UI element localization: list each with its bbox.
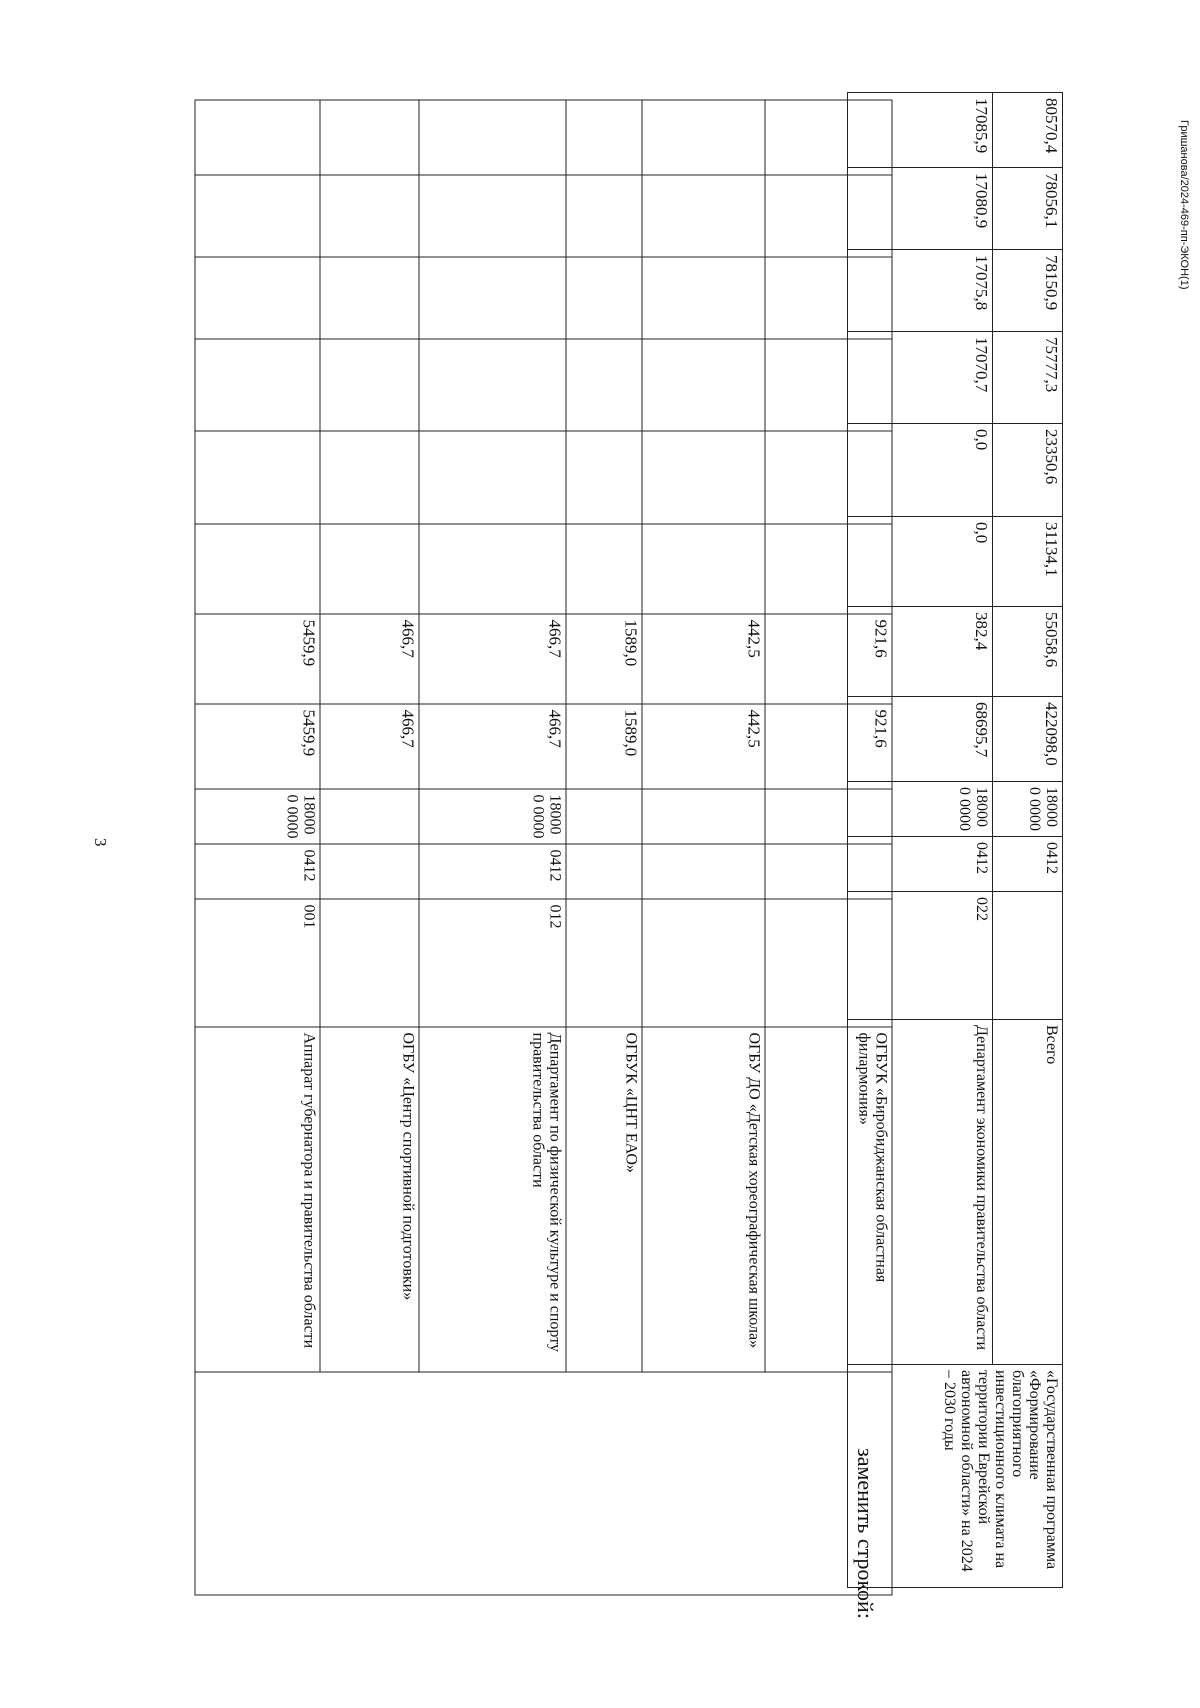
document-footer: Гришанова/2024-469-пп-ЭКОН(1) — [1178, 120, 1190, 290]
upper-y2024: 1589,0 — [565, 614, 641, 704]
upper-grbs — [642, 899, 765, 1027]
upper-y2030 — [320, 100, 418, 175]
table-row — [418, 100, 565, 1595]
upper-grbs — [320, 899, 418, 1027]
upper-y2029 — [565, 175, 641, 257]
lower-y2027: 75777,3 — [992, 332, 1062, 424]
lower-y2030: 80570,4 — [992, 93, 1062, 168]
page-number: 3 — [91, 838, 110, 847]
upper-y2030 — [418, 100, 565, 175]
upper-table-wrapper — [194, 100, 892, 1595]
lower-rz: 0412 — [847, 837, 992, 892]
upper-y2026 — [195, 431, 320, 524]
upper-grbs: 012 — [418, 899, 565, 1027]
table-row — [195, 100, 320, 1595]
upper-y2029 — [195, 175, 320, 257]
upper-y2026 — [565, 431, 641, 524]
upper-y2024: 921,6 — [765, 614, 892, 704]
upper-grbs — [565, 899, 641, 1027]
upper-rz: 0412 — [418, 844, 565, 899]
upper-y2026 — [320, 431, 418, 524]
upper-total: 921,6 — [765, 704, 892, 789]
table-row — [847, 93, 992, 1588]
replace-label: заменить строкой: — [853, 1448, 878, 1619]
upper-rz: 0412 — [195, 844, 320, 899]
upper-y2025 — [320, 524, 418, 614]
upper-name: ОГБУК «Биробиджанская областная филармония» — [765, 1027, 892, 1372]
lower-y2028: 17075,8 — [847, 250, 992, 332]
upper-program — [195, 1372, 892, 1595]
upper-y2026 — [642, 431, 765, 524]
upper-name: ОГБУК «ЦНТ ЕАО» — [565, 1027, 641, 1372]
upper-rz — [320, 844, 418, 899]
upper-y2026 — [418, 431, 565, 524]
lower-table-wrapper — [848, 92, 1063, 1587]
lower-y2029: 78056,1 — [992, 168, 1062, 250]
upper-y2028 — [418, 257, 565, 339]
lower-name: Всего — [992, 1020, 1062, 1365]
upper-y2024: 442,5 — [642, 614, 765, 704]
upper-y2027 — [565, 339, 641, 431]
upper-y2024: 466,7 — [418, 614, 565, 704]
lower-y2030: 17085,9 — [847, 93, 992, 168]
upper-y2025 — [418, 524, 565, 614]
upper-y2028 — [642, 257, 765, 339]
upper-y2028 — [320, 257, 418, 339]
upper-y2029 — [320, 175, 418, 257]
lower-y2024: 382,4 — [847, 607, 992, 697]
upper-csr: 180000 0000 — [418, 789, 565, 844]
lower-name: Департамент экономики правительства области — [847, 1020, 992, 1365]
upper-csr — [642, 789, 765, 844]
upper-name: Аппарат губернатора и правительства области — [195, 1027, 320, 1372]
upper-grbs: 001 — [195, 899, 320, 1027]
table-row — [642, 100, 765, 1595]
upper-y2027 — [642, 339, 765, 431]
lower-y2029: 17080,9 — [847, 168, 992, 250]
lower-y2026: 23350,6 — [992, 424, 1062, 517]
upper-csr: 180000 0000 — [195, 789, 320, 844]
upper-y2030 — [565, 100, 641, 175]
lower-y2025: 0,0 — [847, 517, 992, 607]
table-row — [320, 100, 418, 1595]
upper-y2025 — [565, 524, 641, 614]
upper-y2025 — [195, 524, 320, 614]
upper-name: ОГБУ ДО «Детская хореографическая школа» — [642, 1027, 765, 1372]
lower-rz: 0412 — [992, 837, 1062, 892]
upper-rz — [642, 844, 765, 899]
upper-name: ОГБУ «Центр спортивной подготовки» — [320, 1027, 418, 1372]
upper-y2024: 5459,9 — [195, 614, 320, 704]
lower-grbs — [992, 892, 1062, 1020]
lower-grbs: 022 — [847, 892, 992, 1020]
lower-y2027: 17070,7 — [847, 332, 992, 424]
lower-total: 68695,7 — [847, 697, 992, 782]
upper-y2028 — [195, 257, 320, 339]
lower-program: «Государственная программа «Формирование благоприятного инвестиционного климата на территории Еврейской автономной области» на 2024 – 2030 годы — [847, 1365, 1062, 1588]
upper-y2027 — [195, 339, 320, 431]
table-row — [565, 100, 641, 1595]
upper-y2030 — [195, 100, 320, 175]
table-row — [992, 93, 1062, 1588]
lower-total: 422098,0 — [992, 697, 1062, 782]
upper-csr — [320, 789, 418, 844]
upper-y2025 — [642, 524, 765, 614]
upper-total: 466,7 — [418, 704, 565, 789]
upper-y2028 — [565, 257, 641, 339]
upper-y2024: 466,7 — [320, 614, 418, 704]
upper-total: 1589,0 — [565, 704, 641, 789]
upper-name: Департамент по физической культуре и спорту правительства области — [418, 1027, 565, 1372]
lower-table — [847, 92, 1063, 1588]
lower-y2028: 78150,9 — [992, 250, 1062, 332]
upper-y2029 — [642, 175, 765, 257]
upper-total: 5459,9 — [195, 704, 320, 789]
lower-y2026: 0,0 — [847, 424, 992, 517]
lower-y2024: 55058,6 — [992, 607, 1062, 697]
upper-table — [194, 100, 892, 1596]
lower-csr: 180000 0000 — [992, 782, 1062, 837]
upper-y2029 — [418, 175, 565, 257]
upper-csr — [565, 789, 641, 844]
upper-y2027 — [418, 339, 565, 431]
lower-y2025: 31134,1 — [992, 517, 1062, 607]
upper-rz — [565, 844, 641, 899]
upper-total: 466,7 — [320, 704, 418, 789]
upper-y2030 — [642, 100, 765, 175]
upper-y2027 — [320, 339, 418, 431]
lower-csr: 180000 0000 — [847, 782, 992, 837]
upper-total: 442,5 — [642, 704, 765, 789]
